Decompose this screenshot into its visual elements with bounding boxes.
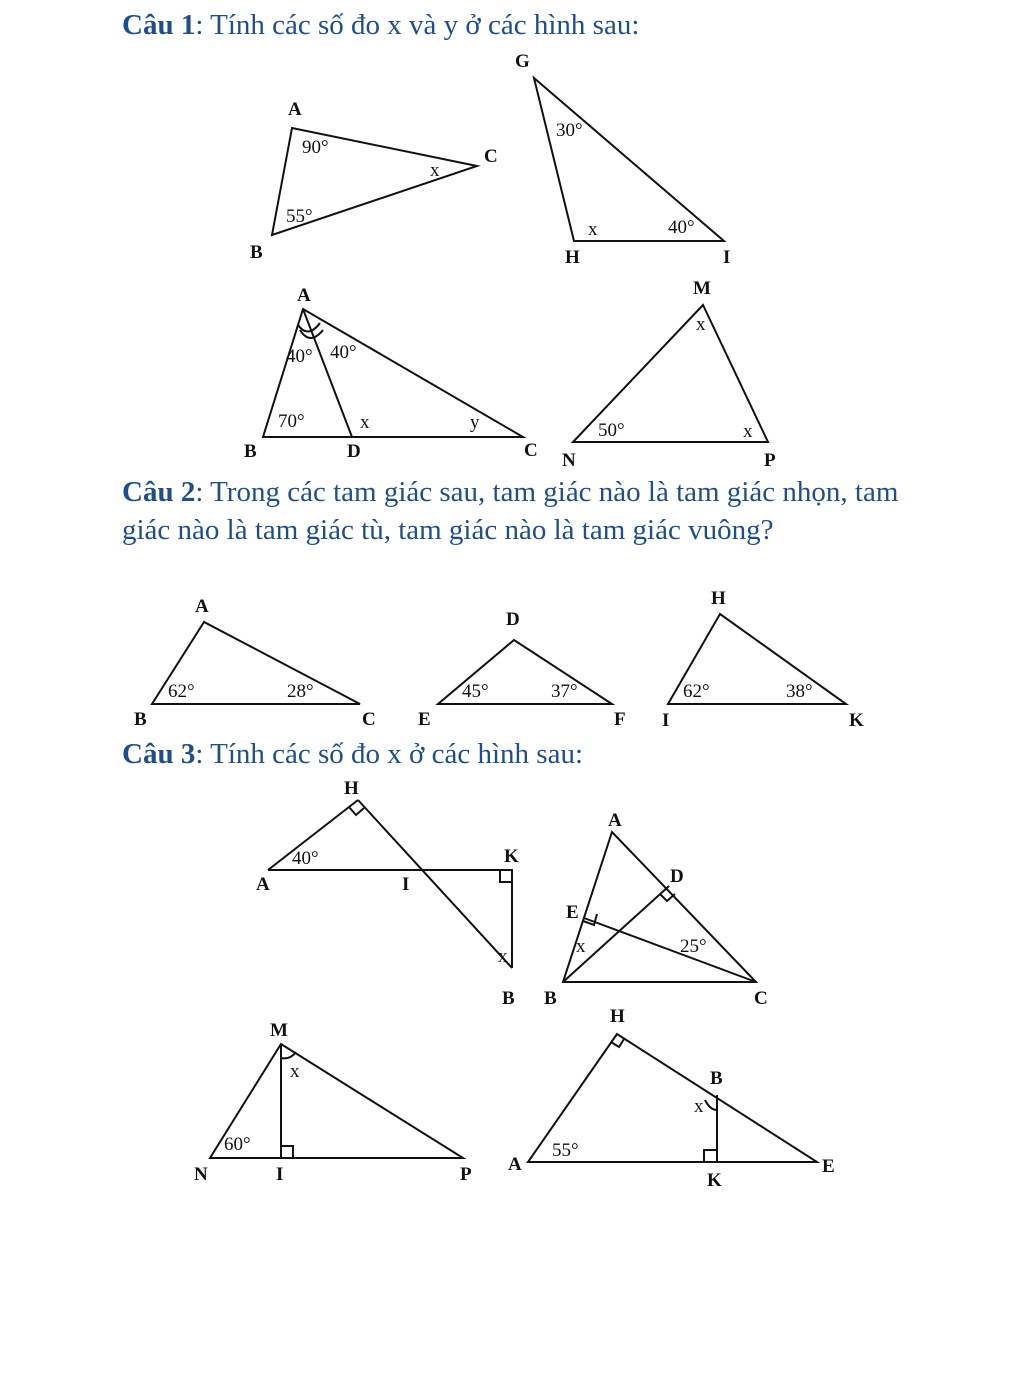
fig6-angle-e: 45° [462, 681, 489, 702]
fig9-vertex-e: E [566, 902, 579, 923]
figure-7-triangle-hik [662, 588, 864, 731]
fig4-vertex-m: M [693, 278, 711, 299]
fig11-vertex-e: E [822, 1156, 835, 1177]
fig2-vertex-g: G [515, 51, 530, 72]
fig9-vertex-c: C [754, 988, 768, 1009]
segment-hb [358, 800, 512, 968]
triangle-abc4-shape [563, 832, 756, 982]
fig10-vertex-n: N [194, 1164, 208, 1185]
triangle-ghi-shape [534, 78, 724, 241]
question-3-text: : Tính các số đo x ở các hình sau: [195, 738, 584, 770]
fig10-vertex-m: M [270, 1020, 288, 1041]
fig8-vertex-i: I [402, 874, 410, 895]
fig3-angle-a2: 40° [330, 342, 357, 363]
fig10-vertex-p: P [460, 1164, 472, 1185]
fig8-right-angle-h [349, 807, 364, 815]
fig1-angle-x: x [430, 160, 440, 181]
fig6-vertex-f: F [614, 709, 626, 730]
question-3-number: Câu 3 [122, 738, 196, 770]
fig2-angle-x: x [588, 219, 598, 240]
fig3-angle-y: y [470, 412, 480, 433]
fig11-right-angle-k [704, 1150, 717, 1162]
fig4-vertex-n: N [562, 450, 576, 471]
question-2-number: Câu 2 [122, 476, 196, 508]
segment-a-k-b [268, 870, 512, 968]
fig6-angle-f: 37° [551, 681, 578, 702]
figure-1-triangle-abc [250, 99, 498, 263]
question-1-text: : Tính các số đo x và y ở các hình sau: [195, 9, 640, 41]
fig11-angle-arc [705, 1100, 717, 1110]
fig5-vertex-b: B [134, 709, 147, 730]
fig8-vertex-k: K [504, 846, 519, 867]
fig2-vertex-i: I [723, 247, 731, 268]
fig6-vertex-d: D [506, 609, 520, 630]
fig9-vertex-a: A [608, 810, 622, 831]
fig9-right-angle-d [660, 894, 675, 901]
fig1-vertex-b: B [250, 242, 263, 263]
fig3-vertex-a: A [297, 285, 311, 306]
fig7-vertex-i: I [662, 710, 670, 731]
fig11-vertex-b: B [710, 1068, 723, 1089]
fig8-angle-x: x [498, 946, 508, 967]
fig1-vertex-a: A [288, 99, 302, 120]
fig3-angle-a1: 40° [286, 346, 313, 367]
fig9-vertex-b: B [544, 988, 557, 1009]
figure-10-triangle-mnp-altitude [194, 1020, 472, 1185]
fig10-right-angle-i [281, 1146, 293, 1158]
fig2-angle-i: 40° [668, 217, 695, 238]
fig1-angle-b: 55° [286, 206, 313, 227]
figure-8-crossing-triangles [256, 778, 519, 1009]
fig10-vertex-i: I [276, 1164, 284, 1185]
figure-4-triangle-mnp [562, 278, 776, 471]
fig4-angle-n: 50° [598, 420, 625, 441]
figure-5-triangle-abc [134, 596, 376, 730]
figure-9-triangle-altitudes [544, 810, 768, 1009]
fig4-angle-x-m: x [696, 314, 706, 335]
fig9-angle-x: x [576, 936, 586, 957]
fig11-angle-a: 55° [552, 1140, 579, 1161]
fig7-vertex-h: H [711, 588, 726, 609]
fig3-angle-b: 70° [278, 411, 305, 432]
fig8-right-angle-k [500, 870, 512, 882]
fig3-angle-x: x [360, 412, 370, 433]
segment-ce [584, 918, 756, 982]
fig6-vertex-e: E [418, 709, 431, 730]
figure-11-triangle-ahe [508, 1006, 835, 1191]
figure-2-triangle-ghi [515, 51, 730, 268]
fig5-angle-b: 62° [168, 681, 195, 702]
fig7-angle-i: 62° [683, 681, 710, 702]
fig5-vertex-a: A [195, 596, 209, 617]
fig11-angle-x: x [694, 1096, 704, 1117]
fig5-angle-c: 28° [287, 681, 314, 702]
fig4-vertex-p: P [764, 450, 776, 471]
question-1-number: Câu 1 [122, 9, 196, 41]
fig8-vertex-a: A [256, 874, 270, 895]
segment-ad [303, 309, 352, 437]
fig10-angle-x: x [290, 1061, 300, 1082]
fig7-vertex-k: K [849, 710, 864, 731]
fig8-vertex-b: B [502, 988, 515, 1009]
question-2-text: : Trong các tam giác sau, tam giác nào là tam giác nhọn, tam giác nào là tam giác tù, tam giác nào là tam giác vuông? [122, 476, 899, 546]
fig11-vertex-k: K [707, 1170, 722, 1191]
fig9-angle-c: 25° [680, 936, 707, 957]
fig8-vertex-h: H [344, 778, 359, 799]
fig7-angle-k: 38° [786, 681, 813, 702]
fig11-vertex-h: H [610, 1006, 625, 1027]
figure-6-triangle-def [418, 609, 626, 730]
fig4-angle-x-p: x [743, 421, 753, 442]
fig1-vertex-c: C [484, 146, 498, 167]
fig11-vertex-a: A [508, 1154, 522, 1175]
fig5-vertex-c: C [362, 709, 376, 730]
fig9-vertex-d: D [670, 866, 684, 887]
fig3-vertex-d: D [347, 441, 361, 462]
fig2-angle-g: 30° [556, 120, 583, 141]
fig8-angle-a: 40° [292, 848, 319, 869]
figure-3-triangle-abc-ad [244, 285, 538, 462]
fig3-vertex-b: B [244, 441, 257, 462]
fig3-vertex-c: C [524, 440, 538, 461]
fig1-angle-a: 90° [302, 137, 329, 158]
fig10-angle-n: 60° [224, 1134, 251, 1155]
fig2-vertex-h: H [565, 247, 580, 268]
